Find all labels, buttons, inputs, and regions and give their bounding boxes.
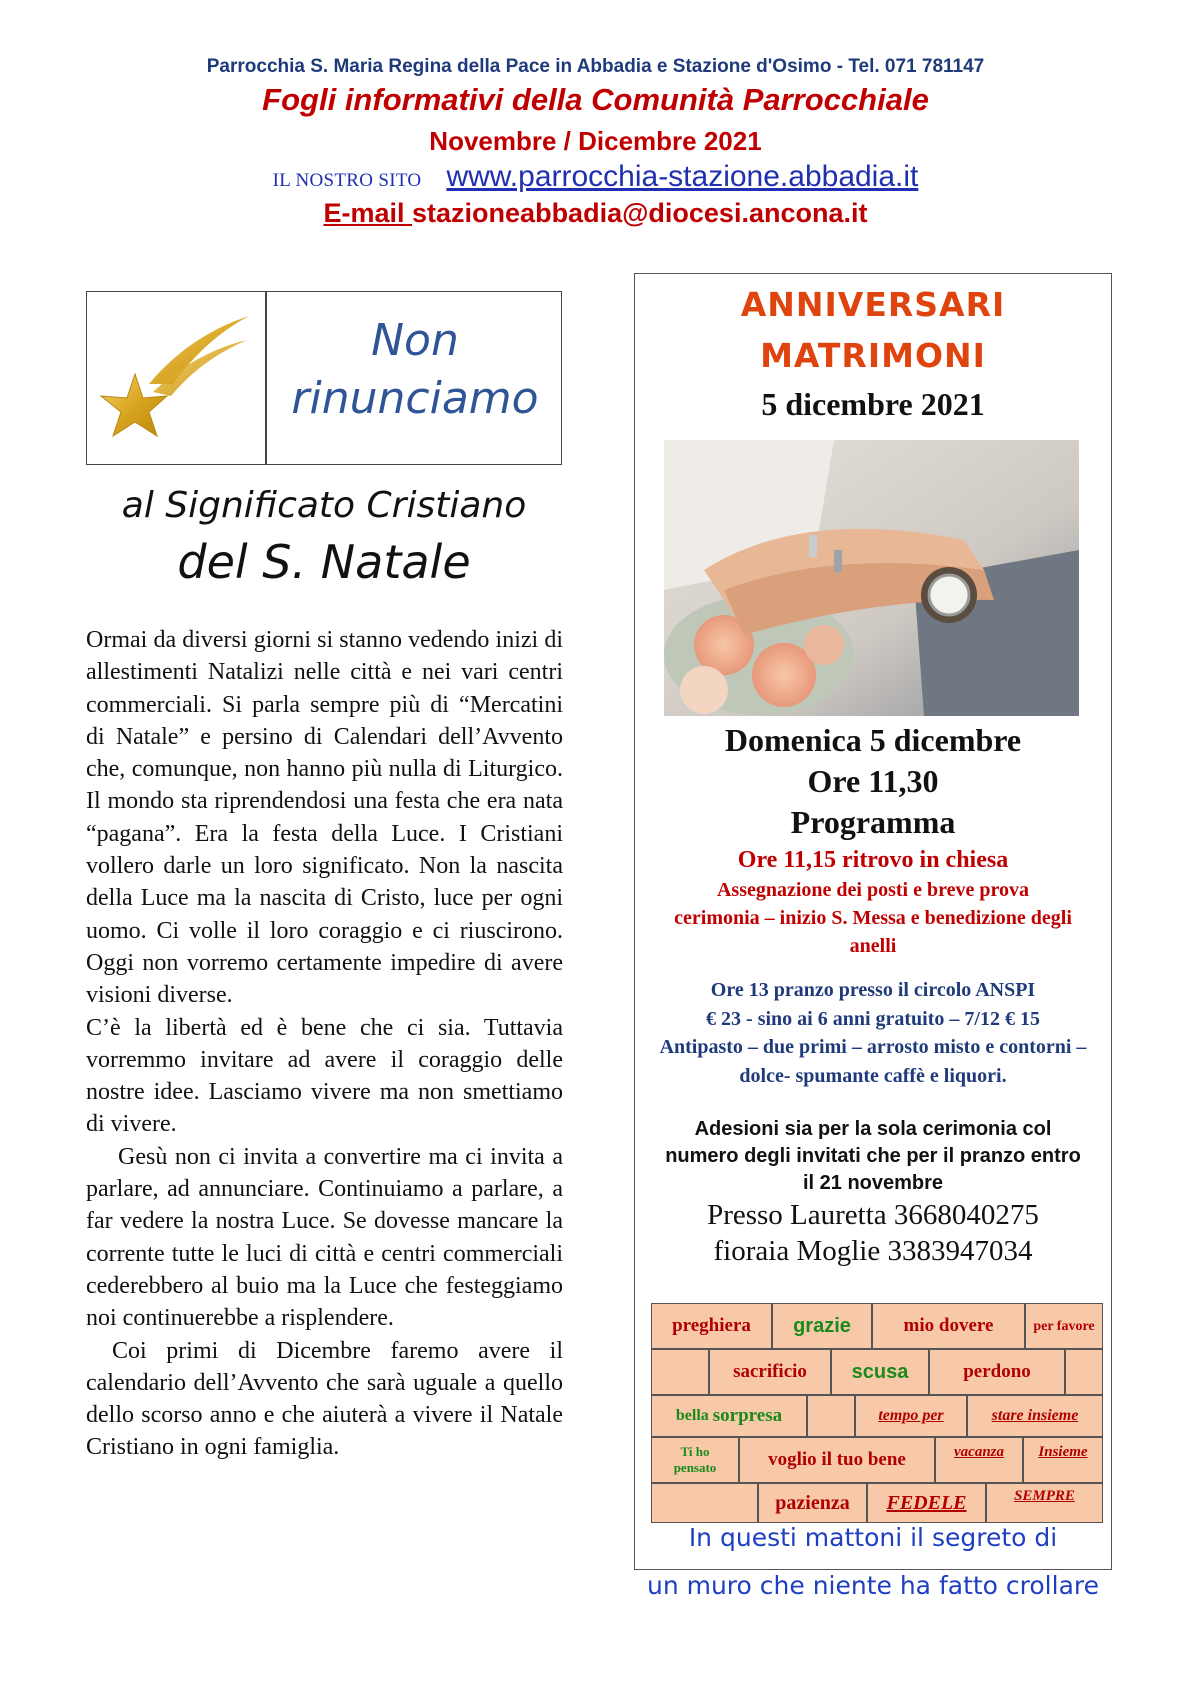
article-paragraph: Gesù non ci invita a convertire ma ci invita a parlare, ad annunciare. Continuiamo a parlare, a far vedere la nostra Luce. Se dovesse mancare la corrente tutte le luci di città e centri commerciali cederebbero al buio ma la Luce che festeggiamo noi continuerebbe a risplendere. — [86, 1143, 563, 1332]
brick-vacanza: vacanza — [935, 1437, 1023, 1483]
event-ceremony-details: Assegnazione dei posti e breve prova cerimonia – inizio S. Messa e benedizione degli anelli — [674, 879, 1072, 957]
contact-lauretta: Presso Lauretta 3668040275 — [707, 1199, 1039, 1231]
newsletter-title: Fogli informativi della Comunità Parrocchiale — [262, 82, 929, 117]
website-link[interactable]: www.parrocchia-stazione.abbadia.it — [446, 160, 919, 193]
event-time: Ore 11,30 — [807, 763, 939, 799]
event-day: Domenica 5 dicembre — [724, 722, 1022, 758]
email-link[interactable]: stazioneabbadia@diocesi.ancona.it — [412, 198, 868, 228]
brick-sacrificio: sacrificio — [709, 1349, 831, 1395]
website-line — [0, 160, 1191, 194]
event-lunch-details — [634, 976, 1112, 1090]
email-label: E-mail — [323, 198, 413, 228]
brick-insieme: Insieme — [1023, 1437, 1103, 1483]
brick-grazie: grazie — [772, 1303, 872, 1349]
wedding-hands-photo — [664, 440, 1079, 716]
brick-fedele: FEDELE — [867, 1483, 986, 1523]
brick-voglio-il-tuo-bene: voglio il tuo bene — [739, 1437, 935, 1483]
brick-spacer — [807, 1395, 855, 1437]
event-program-heading: Programma — [790, 804, 956, 840]
brick-per-favore: per favore — [1025, 1303, 1103, 1349]
article-title — [268, 312, 562, 428]
website-label: IL NOSTRO SITO — [272, 170, 422, 191]
brick-sorpresa-label: sorpresa — [712, 1405, 783, 1426]
brick-spacer — [651, 1349, 709, 1395]
wall-caption-line2: un muro che niente ha fatto crollare — [646, 1571, 1100, 1600]
anniversary-heading-line2: MATRIMONI — [760, 336, 986, 375]
contacts — [634, 1197, 1112, 1269]
parish-info-line: Parrocchia S. Maria Regina della Pace in Abbadia e Stazione d'Osimo - Tel. 071 781147 — [206, 56, 985, 77]
brick-scusa: scusa — [831, 1349, 929, 1395]
event-lunch-line1: Ore 13 pranzo presso il circolo ANSPI — [710, 979, 1036, 1001]
registration-note: Adesioni sia per la sola cerimonia col numero degli invitati che per il pranzo entro il 21 novembre — [665, 1118, 1081, 1194]
brick-tempo-per: tempo per — [855, 1395, 967, 1437]
title-box-divider — [265, 292, 267, 464]
brick-bella-label: bella — [675, 1407, 713, 1424]
brick-pazienza: pazienza — [758, 1483, 867, 1523]
email-line — [0, 198, 1191, 229]
article-title-line1: Non — [371, 315, 459, 366]
article-subtitle-line2: del S. Natale — [177, 535, 471, 589]
article-title-line2: rinunciamo — [291, 373, 539, 424]
wall-caption-line1: In questi mattoni il segreto di — [688, 1523, 1058, 1552]
brick-bella-sorpresa — [651, 1395, 807, 1437]
brick-preghiera: preghiera — [651, 1303, 772, 1349]
article-paragraph: Coi primi di Dicembre faremo avere il calendario dell’Avvento che sarà uguale a quello dello scorso anno e che aiuterà a vivere il Natale Cristiano in ogni famiglia. — [86, 1337, 563, 1461]
shooting-star-icon — [87, 292, 263, 464]
brick-sempre: SEMPRE — [986, 1483, 1103, 1523]
article-paragraph: C’è la libertà ed è bene che ci sia. Tuttavia vorremmo invitare ad avere il coraggio delle nostre idee. Lasciamo vivere ma non smettiamo di vivere. — [86, 1014, 563, 1138]
article-subtitle-line1: al Significato Cristiano — [121, 485, 527, 526]
event-lunch-line2: € 23 - sino ai 6 anni gratuito – 7/12 € 15 — [706, 1007, 1040, 1030]
anniversary-date: 5 dicembre 2021 — [761, 386, 985, 422]
brick-mio-dovere: mio dovere — [872, 1303, 1025, 1349]
brick-spacer — [651, 1483, 758, 1523]
article-body — [86, 624, 563, 1464]
contact-fioraia: fioraia Moglie 3383947034 — [713, 1235, 1033, 1267]
brick-spacer — [1065, 1349, 1103, 1395]
brick-perdono: perdono — [929, 1349, 1065, 1395]
anniversary-heading-line1: ANNIVERSARI — [740, 285, 1006, 324]
event-meeting-time: Ore 11,15 ritrovo in chiesa — [737, 847, 1009, 873]
brick-stare-insieme: stare insieme — [967, 1395, 1103, 1437]
article-paragraph: Ormai da diversi giorni si stanno vedendo inizi di allestimenti Natalizi nelle città e nei vari centri commerciali. Si parla sempre più di “Mercatini di Natale” e persino di Calendari dell’Avvento che, comunque, non hanno più nulla di Liturgico. Il mondo sta riprendendosi una festa che era nata “pagana”. Era la festa della Luce. I Cristiani vollero darle un loro significato. Non la nascita della Luce ma la nascita di Cristo, luce per ogni uomo. Ci volle il loro coraggio e ci riuscirono. Oggi non vorremo certamente impedire di avere visioni diverse. — [86, 627, 563, 1009]
newsletter-period: Novembre / Dicembre 2021 — [429, 126, 762, 156]
brick-ti-ho-pensato: Ti ho pensato — [651, 1437, 739, 1483]
event-lunch-menu: Antipasto – due primi – arrosto misto e contorni – dolce- spumante caffè e liquori. — [659, 1036, 1087, 1087]
